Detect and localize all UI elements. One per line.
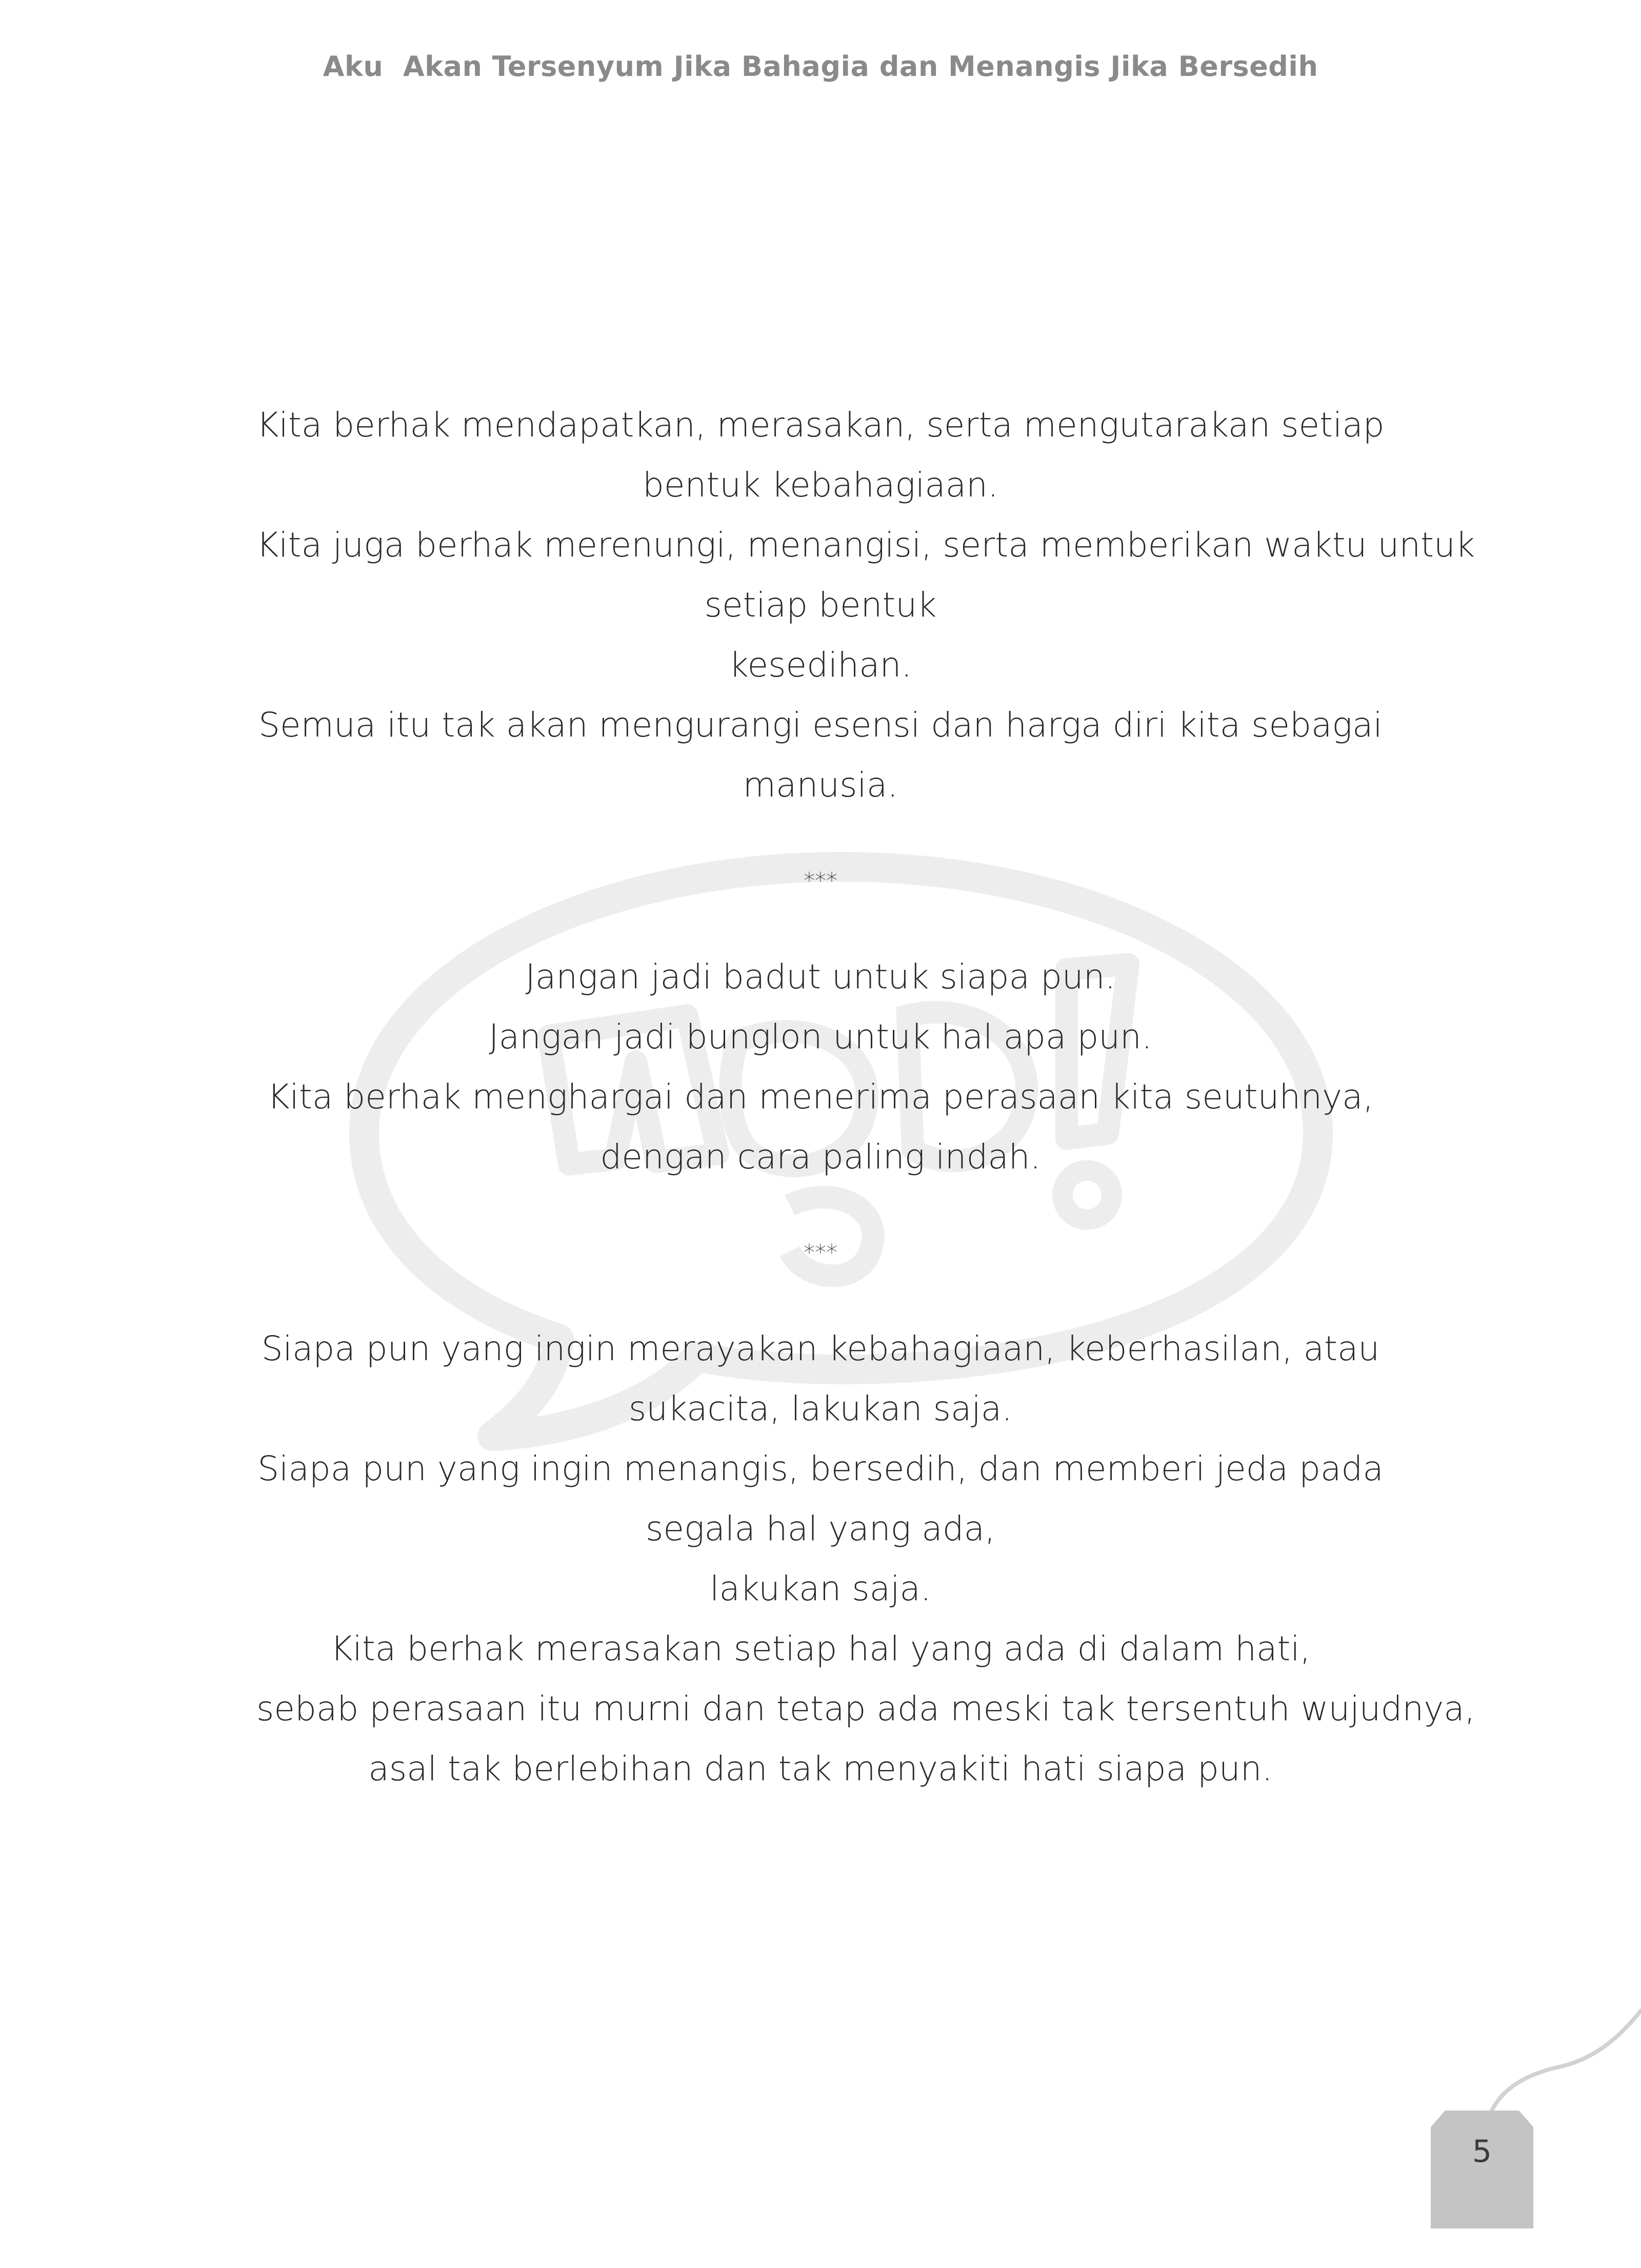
section-separator: *** xyxy=(804,1240,837,1266)
stanza-line: kesedihan. xyxy=(729,645,912,685)
poem-body xyxy=(256,395,1475,1799)
stanza-2 xyxy=(256,947,1385,1187)
running-header: Aku Akan Tersenyum Jika Bahagia dan Menangis Jika Bersedih xyxy=(323,50,1318,83)
stanza-line: sukacita, lakukan saja. xyxy=(628,1389,1013,1428)
stanza-line: manusia. xyxy=(743,765,898,805)
stanza-line: Kita berhak merasakan setiap hal yang ada di dalam hati, xyxy=(330,1629,1311,1668)
stanza-1 xyxy=(256,395,1475,815)
stanza-line: bentuk kebahagiaan. xyxy=(643,465,998,505)
section-separator: *** xyxy=(804,868,837,894)
stanza-line: Kita berhak menghargai dan menerima perasaan kita seutuhnya, xyxy=(267,1077,1374,1117)
stanza-line: Kita berhak mendapatkan, merasakan, serta mengutarakan setiap xyxy=(256,405,1385,445)
page-tag-icon xyxy=(1431,2111,1533,2229)
stanza-line: Siapa pun yang ingin menangis, bersedih, dan memberi jeda pada xyxy=(257,1449,1384,1488)
stanza-line: segala hal yang ada, xyxy=(645,1509,996,1548)
stanza-line: Jangan jadi badut untuk siapa pun. xyxy=(525,957,1116,997)
page-number: 5 xyxy=(1472,2134,1492,2170)
stanza-line: Semua itu tak akan mengurangi esensi dan harga diri kita sebagai xyxy=(258,705,1383,745)
stanza-line: setiap bentuk xyxy=(704,585,937,625)
stanza-line: Jangan jadi bunglon untuk hal apa pun. xyxy=(489,1017,1152,1057)
stanza-line: Kita juga berhak merenungi, menangisi, serta memberikan waktu untuk xyxy=(256,525,1475,565)
stanza-line: sebab perasaan itu murni dan tetap ada meski tak tersentuh wujudnya, xyxy=(256,1689,1475,1728)
stanza-line: dengan cara paling indah. xyxy=(600,1137,1041,1177)
stanza-line: lakukan saja. xyxy=(710,1569,931,1608)
stanza-3 xyxy=(256,1319,1475,1799)
stanza-line: asal tak berlebihan dan tak menyakiti hati siapa pun. xyxy=(368,1749,1273,1788)
stanza-line: Siapa pun yang ingin merayakan kebahagiaan, keberhasilan, atau xyxy=(261,1329,1380,1368)
